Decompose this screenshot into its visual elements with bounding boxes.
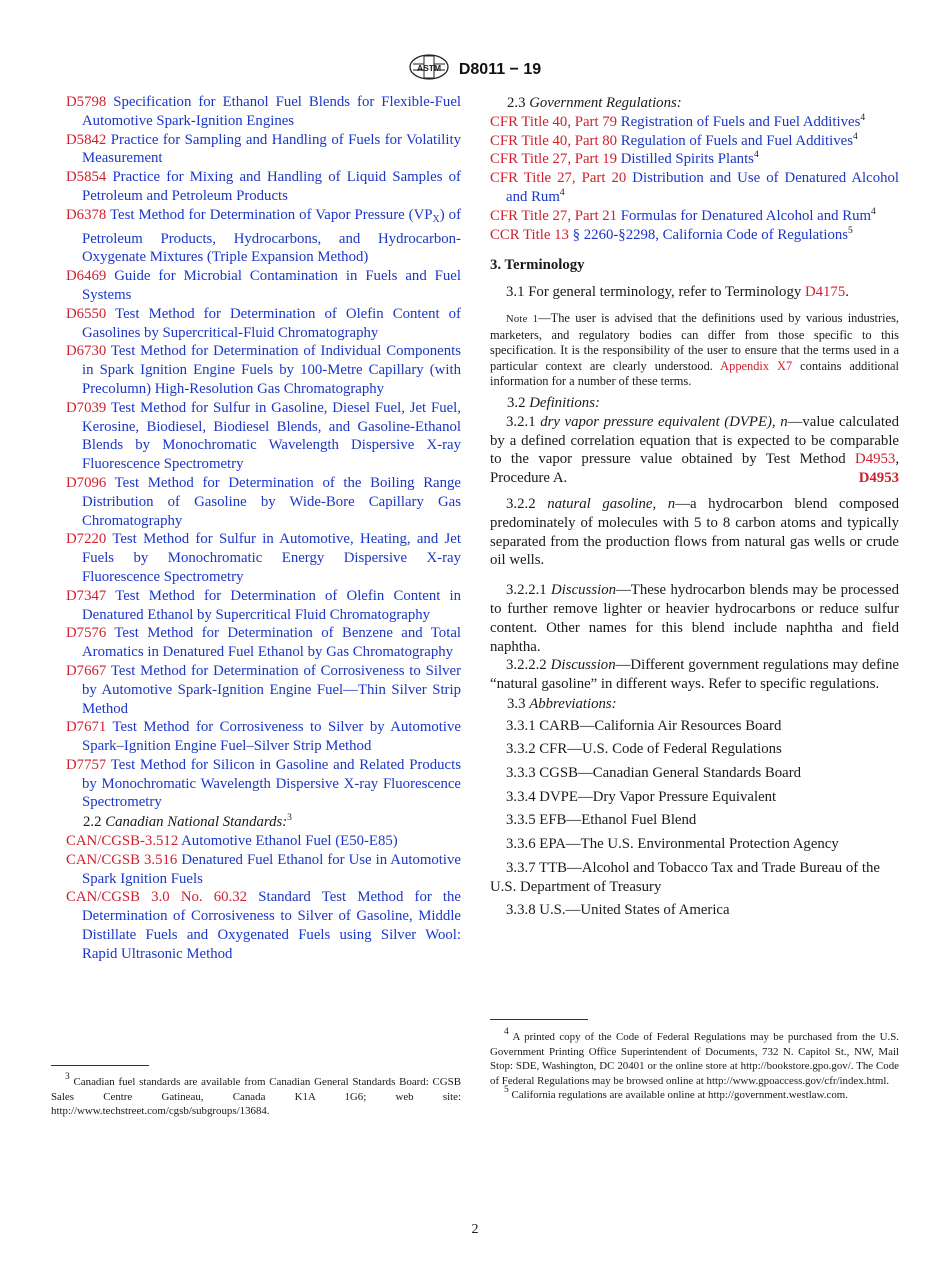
reference-entry — [490, 113, 899, 132]
abbreviation-item: 3.3.1 CARB—California Air Resources Board — [506, 717, 782, 734]
reference-entry — [66, 888, 461, 963]
reference-code-link[interactable]: CAN/CGSB 3.516 — [66, 851, 178, 868]
paragraph-text: 3.1 For general terminology, refer to Terminology — [506, 284, 802, 301]
reference-code-link[interactable]: D7347 — [66, 587, 107, 604]
footnote-3 — [51, 1072, 461, 1119]
astm-logo-icon — [409, 54, 449, 85]
reference-code-link[interactable]: CFR Title 40, Part 79 — [490, 113, 618, 130]
title-part: ) of Petroleum Products, Hydrocarbons, and Hydrocarbon-Oxygenate Mixtures (Triple Expansion Method) — [82, 206, 462, 266]
title-part: Test Method for Determination of Vapor Pressure (VP — [110, 206, 433, 223]
footnote-mark[interactable]: 3 — [287, 813, 292, 824]
reference-title[interactable]: Denatured Fuel Ethanol for Use in Automotive Spark Ignition Fuels — [82, 851, 461, 887]
footnote-number: 4 — [504, 1027, 509, 1037]
reference-code-link[interactable]: D7667 — [66, 662, 107, 679]
reference-entry — [66, 851, 461, 889]
reference-entry — [66, 587, 461, 625]
reference-entry — [490, 150, 899, 169]
reference-title[interactable]: Test Method for Corrosiveness to Silver by Automotive Spark–Ignition Engine Fuel–Silver Strip Method — [82, 719, 461, 755]
reference-title[interactable]: Specification for Ethanol Fuel Blends for Flexible-Fuel Automotive Spark-Ignition Engines — [82, 94, 461, 129]
reference-title[interactable]: § 2260-§2298, California Code of Regulations — [572, 226, 849, 243]
reference-title[interactable]: Test Method for Determination of Individual Components in Spark Ignition Engine Fuels by 100-Metre Capillary (with Precolumn) High-Resolution Gas Chromatography — [82, 343, 462, 397]
footnote-mark[interactable]: 4 — [753, 150, 759, 161]
reference-title[interactable]: Formulas for Denatured Alcohol and Rum — [620, 207, 872, 224]
section-number: 3.2.2.1 — [506, 582, 547, 599]
document-id: D8011 − 19 — [458, 60, 542, 78]
section-number: 2.3 — [507, 95, 526, 111]
discussion-label: Discussion — [551, 582, 616, 599]
reference-entry — [490, 207, 899, 226]
reference-title[interactable]: Test Method for Determination of the Boiling Range Distribution of Gasoline by Wide-Bore Capillary Gas Chromatography — [82, 474, 461, 529]
reference-code-link[interactable]: D5798 — [66, 94, 107, 110]
reference-entry — [66, 718, 461, 756]
reference-title[interactable]: Test Method for Sulfur in Gasoline, Diesel Fuel, Jet Fuel, Kerosine, Biodiesel, Biodiesel Blends, and Gasoline-Ethanol Blends by Monochromatic Wavelength Dispersive X-ray Fluorescence Spectrometry — [82, 399, 461, 473]
reference-title[interactable]: Practice for Mixing and Handling of Liquid Samples of Petroleum and Petroleum Products — [82, 169, 461, 204]
footnote-mark[interactable]: 4 — [559, 187, 565, 198]
reference-code-link[interactable]: D7039 — [66, 399, 107, 416]
reference-entry — [66, 624, 461, 662]
reference-entry — [490, 132, 899, 151]
footnote-4 — [490, 1027, 899, 1088]
note-label: Note 1 — [506, 313, 539, 325]
discussion-label: Discussion — [550, 657, 616, 674]
section-heading-government — [490, 94, 899, 113]
reference-entry — [66, 93, 461, 131]
definition-source-link[interactable]: D4953 — [858, 470, 899, 487]
footnote-number: 5 — [504, 1085, 509, 1096]
discussion-3-2-2-1 — [490, 581, 899, 656]
reference-title[interactable]: Test Method for Silicon in Gasoline and Related Products by Monochromatic Wavelength Dispersive X-ray Fluorescence Spectrometry — [82, 756, 461, 811]
section-title: Abbreviations: — [529, 695, 617, 712]
reference-code-link[interactable]: CFR Title 27, Part 19 — [490, 151, 618, 168]
section-number: 2.2 — [83, 814, 102, 831]
footnote-mark[interactable]: 5 — [848, 225, 853, 236]
abbreviation-item: 3.3.8 U.S.—United States of America — [506, 902, 730, 919]
reference-title[interactable]: Guide for Microbial Contamination in Fuels and Fuel Systems — [82, 268, 461, 303]
reference-code-link[interactable]: D7671 — [66, 719, 107, 736]
abbreviation-item: 3.3.6 EPA—The U.S. Environmental Protection Agency — [506, 836, 839, 853]
reference-title[interactable]: Test Method for Determination of Olefin Content in Denatured Ethanol by Supercritical Fluid Chromatography — [82, 587, 462, 623]
section-title: Definitions: — [529, 394, 600, 411]
note-text: contains additional information for a number of these terms. — [490, 358, 899, 389]
reference-code-link[interactable]: D5854 — [66, 169, 107, 186]
section-heading-terminology: 3. Terminology — [490, 257, 585, 274]
footnote-divider — [51, 1065, 149, 1066]
reference-code-link[interactable]: CAN/CGSB 3.0 No. 60.32 — [66, 889, 248, 906]
section-heading-abbreviations — [490, 695, 899, 714]
note-1 — [490, 311, 899, 390]
reference-code-link[interactable]: CFR Title 40, Part 80 — [490, 132, 618, 149]
reference-code-link[interactable]: D4175 — [804, 284, 846, 301]
definition-text: , Procedure A. — [490, 451, 900, 487]
reference-title[interactable]: Test Method for Sulfur in Automotive, Heating, and Jet Fuels by Monochromatic Energy Dispersive X-ray Fluorescence Spectrometry — [82, 531, 461, 585]
reference-title[interactable]: Regulation of Fuels and Fuel Additives — [620, 132, 853, 149]
reference-code-link[interactable]: D6550 — [66, 305, 107, 322]
reference-entry — [66, 131, 461, 169]
reference-entry — [66, 662, 461, 718]
reference-code-link[interactable]: CFR Title 27, Part 20 — [490, 170, 627, 187]
paragraph-3-1 — [490, 283, 899, 302]
reference-entry — [66, 832, 461, 851]
footnote-text: Canadian fuel standards are available from Canadian General Standards Board: CGSB Sales Centre Gatineau, Canada K1A 1G6; web site: http://www.techstreet.com/cgsb/subgroups/13684. — [51, 1076, 461, 1118]
reference-entry — [66, 267, 461, 305]
section-number: 3.2.1 — [506, 413, 536, 430]
reference-entry — [66, 342, 461, 398]
subscript: X — [432, 213, 440, 225]
section-number: 3.3 — [507, 695, 526, 712]
abbreviation-item: 3.3.3 CGSB—Canadian General Standards Board — [506, 765, 802, 782]
abbreviation-item: 3.3.4 DVPE—Dry Vapor Pressure Equivalent — [506, 788, 777, 805]
reference-title[interactable] — [82, 207, 461, 266]
footnote-mark[interactable]: 4 — [852, 131, 858, 142]
page-number: 2 — [471, 1222, 479, 1237]
reference-entry — [490, 226, 899, 245]
footnote-divider — [490, 1019, 588, 1020]
footnote-5 — [490, 1085, 899, 1103]
reference-code-link[interactable]: CCR Title 13 — [490, 226, 569, 243]
definition-text: —value calculated by a defined correlation equation that is expected to be comparable to the vapor pressure value obtained by Test Method — [490, 413, 900, 468]
abbreviation-item: 3.3.5 EFB—Ethanol Fuel Blend — [506, 812, 697, 829]
footnote-mark[interactable]: 4 — [871, 206, 876, 217]
reference-entry — [66, 305, 461, 343]
reference-entry — [66, 756, 461, 812]
reference-code-link[interactable]: D4953 — [855, 451, 896, 468]
reference-code-link[interactable]: CAN/CGSB-3.512 — [66, 833, 179, 850]
reference-title[interactable]: Automotive Ethanol Fuel (E50-E85) — [181, 833, 398, 850]
reference-entry — [66, 399, 461, 474]
discussion-text: —These hydrocarbon blends may be processed to further remove lighter or heavier hydrocarbons or reduce sulfur content. Other names for this blend include naphtha and field naphtha. — [490, 582, 899, 655]
reference-entry — [66, 474, 461, 530]
reference-code-link[interactable]: D6469 — [66, 268, 107, 285]
footnotes-right — [490, 1027, 899, 1103]
section-title: Government Regulations: — [529, 95, 682, 111]
reference-title[interactable]: Registration of Fuels and Fuel Additives — [620, 113, 861, 130]
punctuation: . — [845, 284, 849, 301]
reference-title[interactable]: Standard Test Method for the Determination of Corrosiveness to Silver of Gasoline, Middle Distillate Fuels and Oxygenated Fuels using Silver Wool: Rapid Ultrasonic Method — [82, 889, 462, 962]
section-number: 3.2.2.2 — [506, 657, 547, 674]
footnote-number: 3 — [65, 1072, 70, 1082]
section-heading-definitions — [490, 394, 899, 413]
reference-code-link[interactable]: D7576 — [66, 625, 107, 642]
footnote-text: California regulations are available online at http://government.westlaw.com. — [511, 1089, 848, 1102]
reference-entry — [66, 168, 461, 206]
discussion-3-2-2-2 — [490, 656, 899, 694]
reference-title[interactable]: Test Method for Determination of Benzene and Total Aromatics in Denatured Fuel Ethanol by Gas Chromatography — [82, 625, 461, 661]
footnote-text: A printed copy of the Code of Federal Regulations may be purchased from the U.S. Government Printing Office Superintendent of Documents, 732 N. Capitol St., NW, Mail Stop: SDE, Washington, DC 20401 or the online store at http://bookstore.gpo.gov/. The Code of Federal Regulations may be browsed online at http://www.gpoaccess.gov/cfr/index.html. — [490, 1031, 899, 1087]
section-number: 3.2 — [507, 394, 526, 411]
reference-code-link[interactable]: D7757 — [66, 756, 107, 773]
svg-text:ASTM: ASTM — [416, 63, 441, 73]
reference-title[interactable]: Distilled Spirits Plants — [620, 151, 754, 168]
section-heading-canadian — [66, 813, 461, 832]
section-number: 3.2.2 — [506, 495, 536, 512]
appendix-link[interactable]: Appendix X7 — [720, 358, 793, 373]
reference-code-link[interactable]: D6378 — [66, 206, 107, 223]
right-column — [490, 93, 899, 925]
discussion-text: —Different government regulations may define “natural gasoline” in different ways. Refer to specific regulations. — [490, 657, 900, 693]
definition-dvpe — [490, 413, 899, 488]
reference-code-link[interactable]: D7096 — [66, 474, 107, 491]
term: dry vapor pressure equivalent (DVPE), n — [540, 413, 788, 430]
definition-text: —a hydrocarbon blend composed predominately of molecules with 5 to 8 carbon atoms and typically separated from the production flows from natural gas wells or crude oil wells. — [490, 495, 899, 569]
section-title: Canadian National Standards: — [105, 814, 288, 831]
note-text: —The user is advised that the definitions used by various industries, marketers, and regulatory bodies can differ from those specific to this specification. It is the responsibility of the user to ensure that the terms used in a particular context are clearly understood. — [490, 310, 899, 373]
abbreviation-item: 3.3.7 TTB—Alcohol and Tobacco Tax and Trade Bureau of the U.S. Department of Treasury — [490, 859, 880, 895]
page-header — [0, 54, 950, 85]
footnote-mark[interactable]: 4 — [860, 112, 866, 123]
reference-title[interactable]: Test Method for Determination of Olefin Content of Gasolines by Supercritical-Fluid Chromatography — [82, 305, 461, 341]
definition-natural-gasoline — [490, 495, 899, 570]
left-column — [66, 93, 461, 964]
reference-code-link[interactable]: D5842 — [66, 131, 107, 148]
term: natural gasoline, n — [547, 495, 676, 512]
reference-title[interactable]: Practice for Sampling and Handling of Fuels for Volatility Measurement — [82, 131, 461, 167]
reference-code-link[interactable]: D7220 — [66, 531, 107, 548]
reference-code-link[interactable]: D6730 — [66, 343, 107, 360]
reference-code-link[interactable]: CFR Title 27, Part 21 — [490, 207, 618, 224]
reference-title[interactable]: Distribution and Use of Denatured Alcohol and Rum — [506, 170, 900, 205]
reference-title[interactable]: Test Method for Determination of Corrosiveness to Silver by Automotive Spark-Ignition Engine Fuel—Thin Silver Strip Method — [82, 662, 462, 717]
reference-entry — [66, 530, 461, 586]
reference-entry — [66, 206, 461, 267]
reference-entry — [490, 169, 899, 207]
abbreviation-item: 3.3.2 CFR—U.S. Code of Federal Regulations — [506, 741, 782, 758]
